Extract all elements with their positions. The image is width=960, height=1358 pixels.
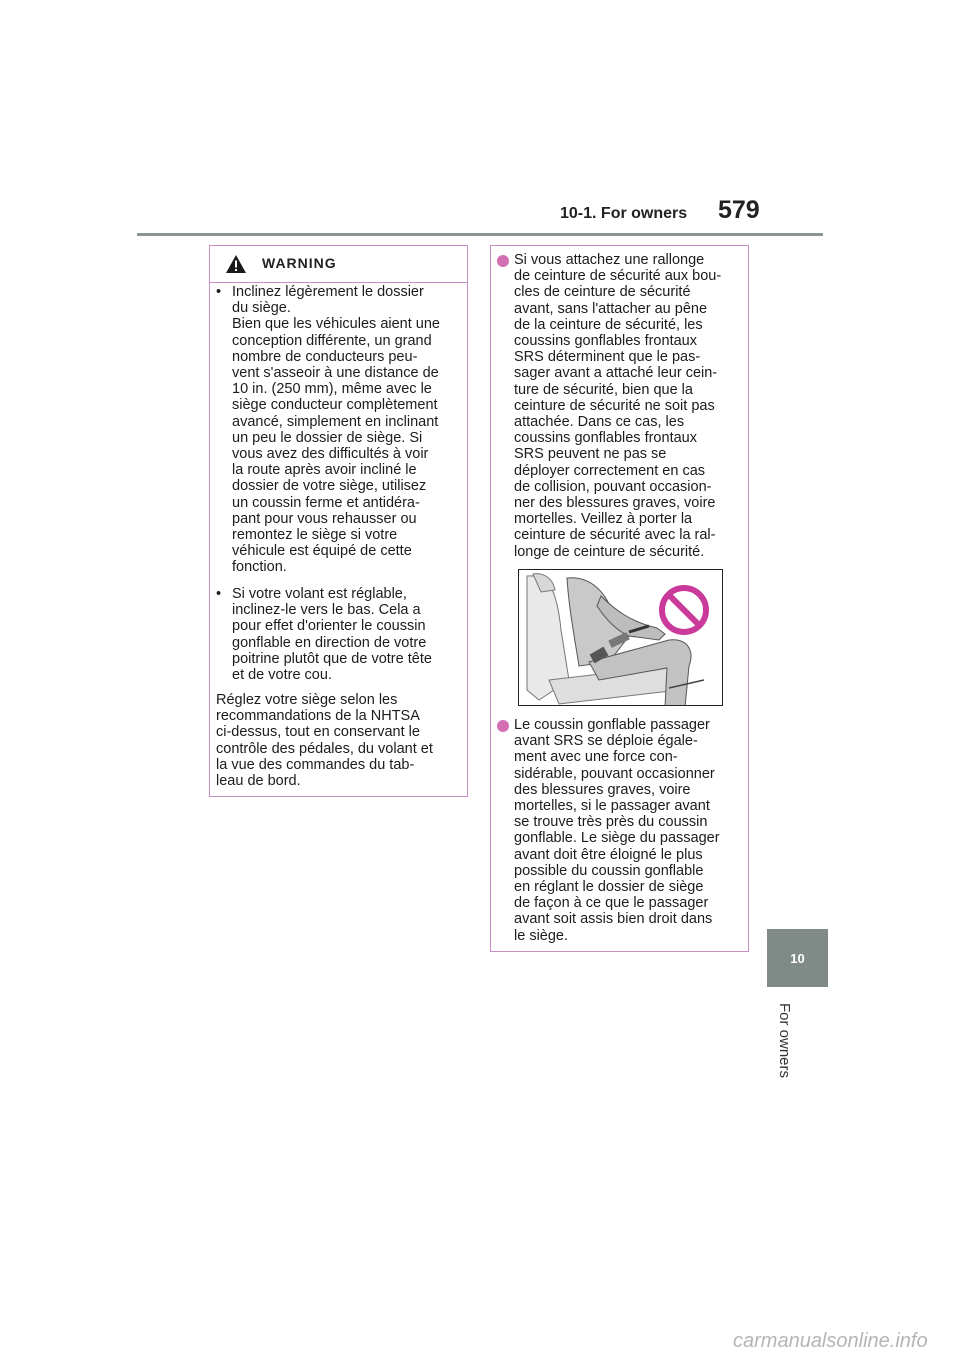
- circle-bullet-icon: [497, 720, 509, 732]
- warning-bullet: [216, 284, 461, 576]
- bullet-symbol: •: [216, 284, 222, 300]
- header-rule: [137, 233, 823, 236]
- warning-triangle-icon: [225, 254, 247, 274]
- page-number: 579: [718, 196, 760, 224]
- section-title: 10-1. For owners: [560, 205, 688, 222]
- bullet-text: Si votre volant est réglable, inclinez-le vers le bas. Cela a pour effet d'orienter le coussin gonflable en direction de votre poitrine plutôt que de votre tête et de votre cou.: [232, 586, 432, 684]
- bullet-symbol: •: [216, 586, 222, 602]
- list-item-text: Si vous attachez une rallonge de ceinture de sécurité aux bou- cles de ceinture de sécurité avant, sans l'attacher au pêne de la ceinture de sécurité, les coussins gonflables frontaux SRS déterminent que le pas- sager avant a attaché leur cein- ture de sécurité, bien que la ceinture de sécurité ne soit pas attachée. Dans ce cas, les coussins gonflables frontaux SRS peuvent ne pas se déployer correctement en cas de collision, pouvant occasion- ner des blessures graves, voire mortelles. Veillez à porter la ceinture de sécurité avec la ral- longe de ceinture de sécurité.: [514, 252, 722, 560]
- warning-title: WARNING: [262, 255, 337, 271]
- list-item-text: Le coussin gonflable passager avant SRS se déploie égale- ment avec une force con- sidérable, pouvant occasionner des blessures graves, voire mortelles, si le passager avant se trouve très près du coussin gonflable. Le siège du passager avant doit être éloigné le plus possible du coussin gonflable en réglant le dossier de siège de façon à ce que le passager avant soit assis bien droit dans le siège.: [514, 717, 720, 944]
- chapter-label: For owners: [776, 1003, 793, 1079]
- warning-bullet: [216, 586, 461, 683]
- seat-illustration: [518, 569, 723, 706]
- info-box: [490, 245, 749, 952]
- warning-closing-text: Réglez votre siège selon les recommandations de la NHTSA ci-dessus, tout en conservant le contrôle des pédales, du volant et la vue des commandes du tab- leau de bord.: [216, 692, 433, 790]
- warning-box: [209, 245, 468, 797]
- passenger-seat-drawing: [519, 570, 723, 706]
- chapter-tab: [767, 929, 828, 987]
- warning-header: [210, 246, 467, 283]
- chapter-number: 10: [790, 951, 805, 966]
- circle-bullet-icon: [497, 255, 509, 267]
- watermark: carmanualsonline.info: [733, 1330, 928, 1352]
- bullet-text: Inclinez légèrement le dossier du siège. Bien que les véhicules aient une conception différente, un grand nombre de conducteurs peu- vent s'asseoir à une distance de 10 in. (250 mm), même avec le siège conducteur complètement avancé, simplement en inclinant un peu le dossier de siège. Si vous avez des difficultés à voir la route après avoir incliné le dossier de votre siège, utilisez un coussin ferme et antidéra- pant pour vous rehausser ou remontez le siège si votre véhicule est équipé de cette fonction.: [232, 284, 440, 576]
